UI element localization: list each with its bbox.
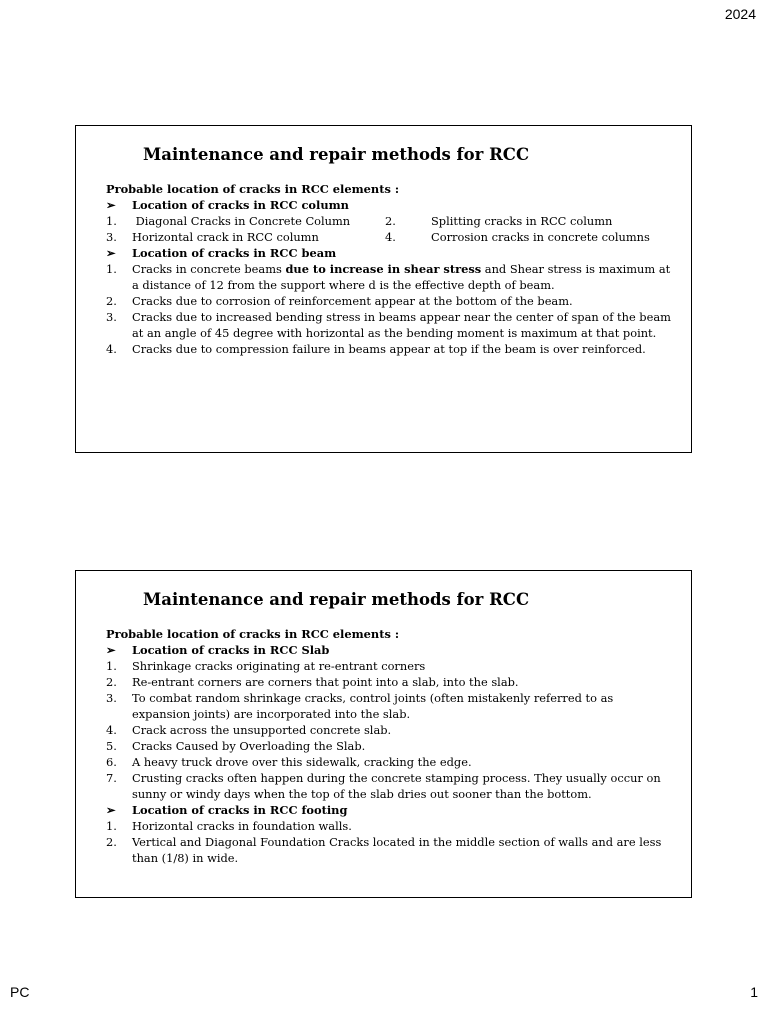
list-item bbox=[106, 261, 674, 293]
column-heading bbox=[106, 197, 671, 213]
list-number: 4. bbox=[385, 230, 396, 244]
list-item bbox=[385, 229, 650, 245]
list-number: 5. bbox=[106, 739, 117, 753]
slide-2 bbox=[75, 570, 692, 898]
list-text: Vertical and Diagonal Foundation Cracks located in the middle section of walls and are less than (1/8) in wide. bbox=[132, 835, 662, 865]
list-text: Crusting cracks often happen during the concrete stamping process. They usually occur on sunny or windy days when the top of the slab dries out sooner than the bottom. bbox=[132, 771, 661, 801]
list-number: 1. bbox=[106, 214, 117, 228]
list-item bbox=[106, 658, 671, 674]
list-text: Cracks due to corrosion of reinforcement appear at the bottom of the beam. bbox=[132, 294, 573, 308]
list-text: Crack across the unsupported concrete slab. bbox=[132, 723, 392, 737]
list-text-bold: due to increase in shear stress bbox=[285, 262, 482, 276]
list-item bbox=[106, 309, 671, 341]
list-text-pre: Cracks in concrete beams bbox=[132, 262, 286, 276]
list-number: 2. bbox=[106, 294, 117, 308]
list-text-post: and Shear stress is maximum at a distance of 12 from the support where d is the effective depth of beam. bbox=[132, 262, 674, 292]
list-number: 2. bbox=[106, 675, 117, 689]
list-item bbox=[106, 770, 671, 802]
slide-content bbox=[106, 181, 674, 357]
footing-heading bbox=[106, 802, 671, 818]
beam-heading bbox=[106, 245, 671, 261]
list-number: 1. bbox=[106, 659, 117, 673]
slide-1 bbox=[75, 125, 692, 453]
probable-heading: Probable location of cracks in RCC elements : bbox=[106, 627, 400, 641]
slide-title: Maintenance and repair methods for RCC bbox=[143, 590, 530, 609]
list-text: A heavy truck drove over this sidewalk, cracking the edge. bbox=[132, 755, 472, 769]
list-item bbox=[106, 690, 671, 722]
arrow-bullet-icon: ➢ bbox=[106, 198, 116, 212]
list-text: Horizontal crack in RCC column bbox=[132, 230, 319, 244]
column-heading-text: Location of cracks in RCC column bbox=[132, 198, 349, 212]
list-number: 2. bbox=[106, 835, 117, 849]
list-item bbox=[106, 229, 385, 245]
list-number: 2. bbox=[385, 214, 396, 228]
column-items-row bbox=[106, 213, 671, 229]
list-text: Diagonal Cracks in Concrete Column bbox=[132, 214, 351, 228]
list-item bbox=[106, 754, 671, 770]
footing-heading-text: Location of cracks in RCC footing bbox=[132, 803, 348, 817]
list-text: Cracks due to increased bending stress in beams appear near the center of span of the beam at an angle of 45 degree with horizontal as the bending moment is maximum at that point. bbox=[132, 310, 671, 340]
arrow-bullet-icon: ➢ bbox=[106, 803, 116, 817]
list-number: 1. bbox=[106, 262, 117, 276]
slide-title: Maintenance and repair methods for RCC bbox=[143, 145, 530, 164]
list-text: Shrinkage cracks originating at re-entrant corners bbox=[132, 659, 426, 673]
slide-content bbox=[106, 626, 671, 866]
list-item bbox=[106, 293, 671, 309]
list-number: 3. bbox=[106, 310, 117, 324]
list-item bbox=[106, 213, 385, 229]
probable-heading: Probable location of cracks in RCC elements : bbox=[106, 182, 400, 196]
list-item bbox=[106, 818, 671, 834]
list-text: Re-entrant corners are corners that point into a slab, into the slab. bbox=[132, 675, 519, 689]
list-text: Horizontal cracks in foundation walls. bbox=[132, 819, 352, 833]
beam-heading-text: Location of cracks in RCC beam bbox=[132, 246, 337, 260]
list-item bbox=[106, 674, 671, 690]
list-item bbox=[106, 722, 671, 738]
list-text: Cracks Caused by Overloading the Slab. bbox=[132, 739, 366, 753]
slab-heading bbox=[106, 642, 671, 658]
list-number: 4. bbox=[106, 723, 117, 737]
list-item bbox=[106, 341, 671, 357]
list-item bbox=[385, 213, 612, 229]
list-text: Cracks due to compression failure in beams appear at top if the beam is over reinforced. bbox=[132, 342, 646, 356]
list-number: 3. bbox=[106, 230, 117, 244]
arrow-bullet-icon: ➢ bbox=[106, 246, 116, 260]
list-number: 4. bbox=[106, 342, 117, 356]
list-text: To combat random shrinkage cracks, control joints (often mistakenly referred to as expansion joints) are incorporated into the slab. bbox=[132, 691, 614, 721]
list-number: 6. bbox=[106, 755, 117, 769]
list-number: 1. bbox=[106, 819, 117, 833]
list-number: 3. bbox=[106, 691, 117, 705]
slab-heading-text: Location of cracks in RCC Slab bbox=[132, 643, 330, 657]
list-item bbox=[106, 834, 671, 866]
list-text: Corrosion cracks in concrete columns bbox=[431, 230, 650, 244]
column-items-row bbox=[106, 229, 671, 245]
page-number: 1 bbox=[750, 984, 758, 1000]
header-year: 2024 bbox=[724, 6, 756, 22]
list-text: Splitting cracks in RCC column bbox=[431, 214, 613, 228]
footer-initials: PC bbox=[10, 984, 30, 1000]
list-number: 7. bbox=[106, 771, 117, 785]
list-item bbox=[106, 738, 671, 754]
arrow-bullet-icon: ➢ bbox=[106, 643, 116, 657]
